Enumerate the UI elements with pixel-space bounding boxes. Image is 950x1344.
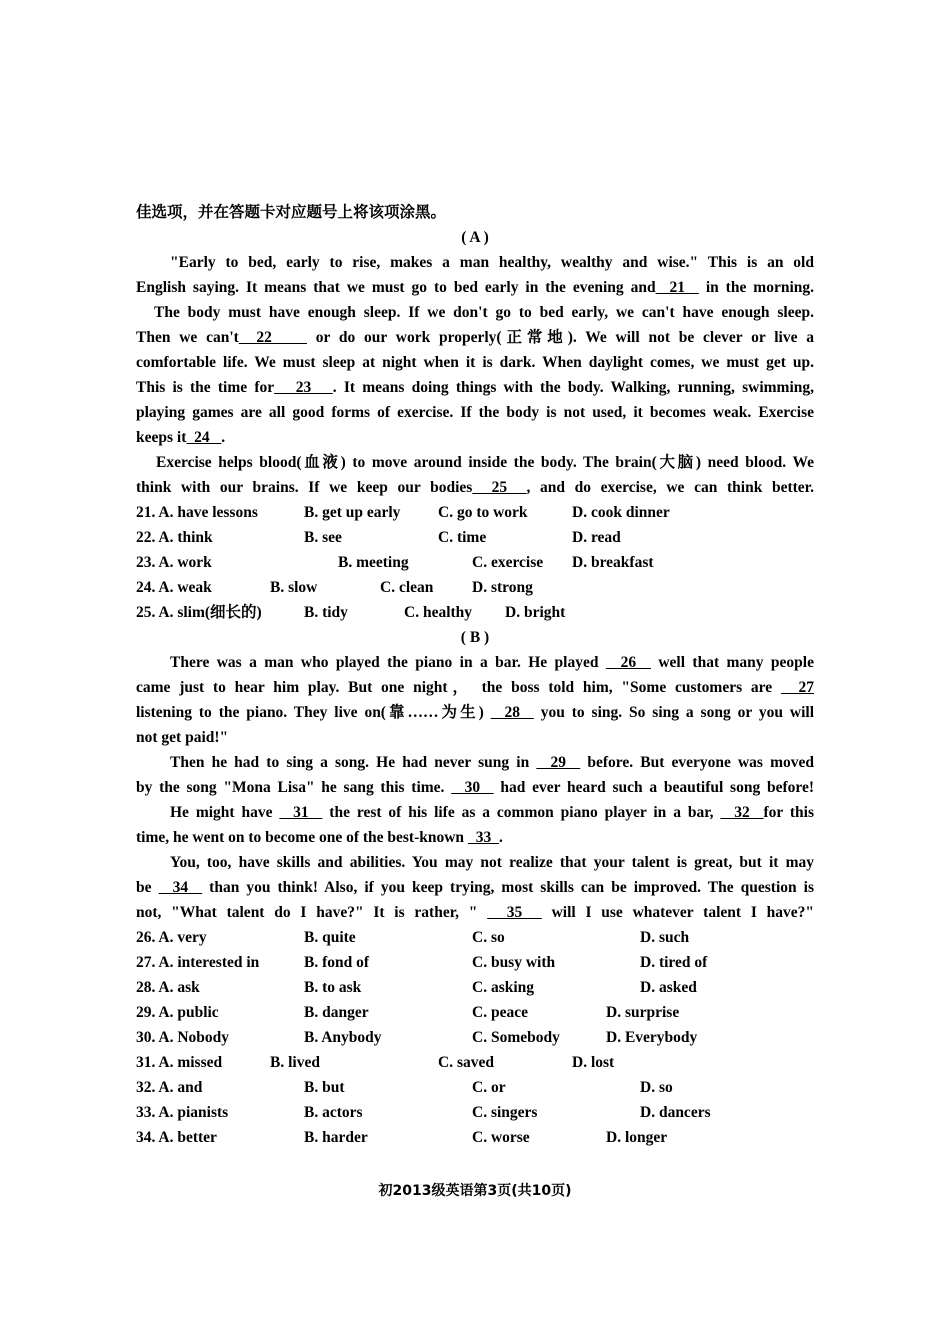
question-option-c: C. peace bbox=[472, 1004, 528, 1021]
passage-text: in the morning. bbox=[698, 279, 815, 296]
question-option-b: B. get up early bbox=[304, 504, 401, 521]
passage-text: not, "What talent do I have?" It is rather, " bbox=[136, 904, 488, 921]
question-option-d: D. dancers bbox=[640, 1104, 711, 1121]
question-option-a: 32. A. and bbox=[136, 1079, 203, 1096]
passage-b-line bbox=[136, 675, 814, 700]
question-option-a: 29. A. public bbox=[136, 1004, 219, 1021]
answer-blank: 34 bbox=[158, 879, 203, 896]
passage-b-body bbox=[136, 650, 814, 925]
question-option-b: B. danger bbox=[304, 1004, 369, 1021]
question-option-d: D. cook dinner bbox=[572, 504, 670, 521]
passage-text: had ever heard such a beautiful song before! bbox=[493, 779, 815, 796]
question-option-a: 30. A. Nobody bbox=[136, 1029, 230, 1046]
passage-text: came just to hear him play. But one night， the boss told him, "Some customers are bbox=[136, 679, 781, 696]
passage-text: time, he went on to become one of the best-known bbox=[136, 829, 468, 846]
question-option-a: 25. A. slim(细长的) bbox=[136, 604, 262, 621]
question-option-d: D. asked bbox=[640, 979, 697, 996]
passage-b-line bbox=[136, 825, 814, 850]
question-option-b: B. tidy bbox=[304, 604, 348, 621]
passage-a-line bbox=[136, 350, 814, 375]
passage-b-line bbox=[136, 750, 814, 775]
answer-blank: 22 bbox=[238, 329, 307, 346]
question-option-b: B. to ask bbox=[304, 979, 362, 996]
passage-a-label: ( A ) bbox=[461, 229, 489, 246]
passage-text: "Early to bed, early to rise, makes a man healthy, wealthy and wise." This is an old bbox=[170, 254, 814, 271]
answer-blank: 29 bbox=[536, 754, 581, 771]
passage-b-label: ( B ) bbox=[460, 629, 490, 646]
question-option-a: 21. A. have lessons bbox=[136, 504, 258, 521]
passage-b-question bbox=[136, 1075, 814, 1100]
question-option-a: 22. A. think bbox=[136, 529, 213, 546]
passage-b-line bbox=[136, 775, 814, 800]
passage-text: , and do exercise, we can think better. bbox=[526, 479, 814, 496]
passage-b-question bbox=[136, 1050, 814, 1075]
passage-b-question bbox=[136, 925, 814, 950]
question-option-b: B. actors bbox=[304, 1104, 363, 1121]
question-option-c: C. or bbox=[472, 1079, 506, 1096]
passage-b-question bbox=[136, 975, 814, 1000]
question-option-a: 24. A. weak bbox=[136, 579, 212, 596]
question-option-c: C. busy with bbox=[472, 954, 556, 971]
page-footer: 初2013级英语第3页(共10页) bbox=[378, 1183, 572, 1199]
passage-a-line bbox=[136, 475, 814, 500]
question-option-a: 26. A. very bbox=[136, 929, 207, 946]
passage-a-question bbox=[136, 500, 814, 525]
question-option-d: D. bright bbox=[505, 604, 566, 621]
passage-text: be bbox=[136, 879, 159, 896]
question-option-d: D. so bbox=[640, 1079, 673, 1096]
passage-text: or do our work properly(正常地). We will not be clever or live a bbox=[307, 329, 815, 346]
answer-blank: 28 bbox=[490, 704, 534, 721]
passage-b-line bbox=[136, 875, 814, 900]
passage-text: you to sing. So sing a song or you will bbox=[533, 704, 814, 721]
passage-a-line bbox=[136, 275, 814, 300]
question-option-b: B. harder bbox=[304, 1129, 368, 1146]
question-option-b: B. see bbox=[304, 529, 342, 546]
passage-text: will I use whatever talent I have?" bbox=[541, 904, 814, 921]
passage-text: playing games are all good forms of exercise. If the body is not used, it becomes weak. Exercise bbox=[136, 404, 814, 421]
passage-a-line bbox=[136, 450, 814, 475]
passage-text: . bbox=[221, 429, 226, 446]
question-option-a: 34. A. better bbox=[136, 1129, 217, 1146]
passage-b-line bbox=[136, 725, 814, 750]
passage-b-line bbox=[136, 800, 814, 825]
answer-blank: 24 bbox=[186, 429, 222, 446]
passage-b-line bbox=[136, 900, 814, 925]
question-option-b: B. but bbox=[304, 1079, 345, 1096]
passage-text: This is the time for bbox=[136, 379, 275, 396]
passage-text: well that many people bbox=[650, 654, 814, 671]
passage-text: You, too, have skills and abilities. You may not realize that your talent is great, but it may bbox=[170, 854, 814, 871]
answer-blank: 33 bbox=[467, 829, 499, 846]
passage-a-line bbox=[136, 250, 814, 275]
question-option-c: C. saved bbox=[438, 1054, 494, 1071]
passage-a-line bbox=[136, 400, 814, 425]
question-option-c: C. Somebody bbox=[472, 1029, 560, 1046]
passage-text: English saying. It means that we must go to bed early in the evening and bbox=[136, 279, 656, 296]
passage-b-question bbox=[136, 1000, 814, 1025]
question-option-a: 23. A. work bbox=[136, 554, 212, 571]
passage-b-line bbox=[136, 700, 814, 725]
instruction-text: 佳选项，并在答题卡对应题号上将该项涂黑。 bbox=[136, 204, 447, 221]
answer-blank: 21 bbox=[655, 279, 699, 296]
passage-text: think with our brains. If we keep our bodies bbox=[136, 479, 473, 496]
question-option-c: C. exercise bbox=[472, 554, 544, 571]
question-option-d: D. lost bbox=[572, 1054, 615, 1071]
passage-text: comfortable life. We must sleep at night when it is dark. When daylight comes, we must get up. bbox=[136, 354, 814, 371]
passage-b-question bbox=[136, 1025, 814, 1050]
question-option-d: D. strong bbox=[472, 579, 533, 596]
passage-text: . It means doing things with the body. Walking, running, swimming, bbox=[332, 379, 815, 396]
passage-text: than you think! Also, if you keep trying, most skills can be improved. The question is bbox=[202, 879, 815, 896]
passage-b-question bbox=[136, 1125, 814, 1150]
passage-a-line bbox=[136, 300, 814, 325]
passage-text: keeps it bbox=[136, 429, 187, 446]
question-option-d: D. read bbox=[572, 529, 621, 546]
question-option-b: B. slow bbox=[270, 579, 318, 596]
passage-text: Then we can't bbox=[136, 329, 239, 346]
passage-text: listening to the piano. They live on(靠……为生) bbox=[136, 704, 491, 721]
question-option-b: B. quite bbox=[304, 929, 356, 946]
passage-text: . bbox=[498, 829, 503, 846]
question-option-d: D. breakfast bbox=[572, 554, 654, 571]
passage-a-line bbox=[136, 425, 814, 450]
question-option-c: C. time bbox=[438, 529, 487, 546]
passage-b-question bbox=[136, 950, 814, 975]
exam-page bbox=[136, 200, 814, 1150]
passage-text: The body must have enough sleep. If we don't go to bed early, we can't have enough sleep. bbox=[154, 304, 814, 321]
question-option-b: B. Anybody bbox=[304, 1029, 382, 1046]
answer-blank: 32 bbox=[720, 804, 764, 821]
passage-text: for this bbox=[763, 804, 815, 821]
question-option-d: D. longer bbox=[606, 1129, 668, 1146]
question-option-b: B. lived bbox=[270, 1054, 320, 1071]
question-option-c: C. so bbox=[472, 929, 505, 946]
answer-blank: 25 bbox=[472, 479, 527, 496]
passage-text: Then he had to sing a song. He had never sung in bbox=[170, 754, 537, 771]
question-option-a: 31. A. missed bbox=[136, 1054, 223, 1071]
passage-a-line bbox=[136, 325, 814, 350]
passage-a-question bbox=[136, 600, 814, 625]
question-option-c: C. worse bbox=[472, 1129, 530, 1146]
question-option-a: 27. A. interested in bbox=[136, 954, 260, 971]
question-option-c: C. clean bbox=[380, 579, 434, 596]
passage-a-question bbox=[136, 550, 814, 575]
passage-text: by the song "Mona Lisa" he sang this time. bbox=[136, 779, 452, 796]
answer-blank: 35 bbox=[487, 904, 542, 921]
question-option-d: D. such bbox=[640, 929, 690, 946]
passage-b-questions bbox=[136, 925, 814, 1150]
question-option-c: C. singers bbox=[472, 1104, 538, 1121]
passage-text: There was a man who played the piano in a bar. He played bbox=[170, 654, 606, 671]
passage-text: He might have bbox=[170, 804, 280, 821]
question-option-a: 33. A. pianists bbox=[136, 1104, 229, 1121]
passage-text: the rest of his life as a common piano player in a bar, bbox=[322, 804, 721, 821]
question-option-c: C. healthy bbox=[404, 604, 473, 621]
passage-a-question bbox=[136, 575, 814, 600]
passage-a-question bbox=[136, 525, 814, 550]
passage-b-line bbox=[136, 650, 814, 675]
question-option-b: B. meeting bbox=[338, 554, 409, 571]
passage-b-line bbox=[136, 850, 814, 875]
question-option-d: D. Everybody bbox=[606, 1029, 698, 1046]
passage-a-body bbox=[136, 250, 814, 500]
question-option-c: C. go to work bbox=[438, 504, 528, 521]
passage-b-question bbox=[136, 1100, 814, 1125]
question-option-d: D. surprise bbox=[606, 1004, 680, 1021]
passage-text: not get paid!" bbox=[136, 729, 229, 746]
question-option-d: D. tired of bbox=[640, 954, 708, 971]
passage-text: before. But everyone was moved bbox=[580, 754, 814, 771]
passage-a-line bbox=[136, 375, 814, 400]
answer-blank: 30 bbox=[451, 779, 494, 796]
answer-blank: 26 bbox=[605, 654, 651, 671]
passage-a-questions bbox=[136, 500, 814, 625]
answer-blank: 23 bbox=[274, 379, 333, 396]
answer-blank: 27 bbox=[780, 679, 815, 696]
question-option-b: B. fond of bbox=[304, 954, 370, 971]
question-option-a: 28. A. ask bbox=[136, 979, 200, 996]
passage-text: Exercise helps blood(血液) to move around inside the body. The brain(大脑) need blood. We bbox=[156, 454, 814, 471]
question-option-c: C. asking bbox=[472, 979, 535, 996]
answer-blank: 31 bbox=[279, 804, 323, 821]
